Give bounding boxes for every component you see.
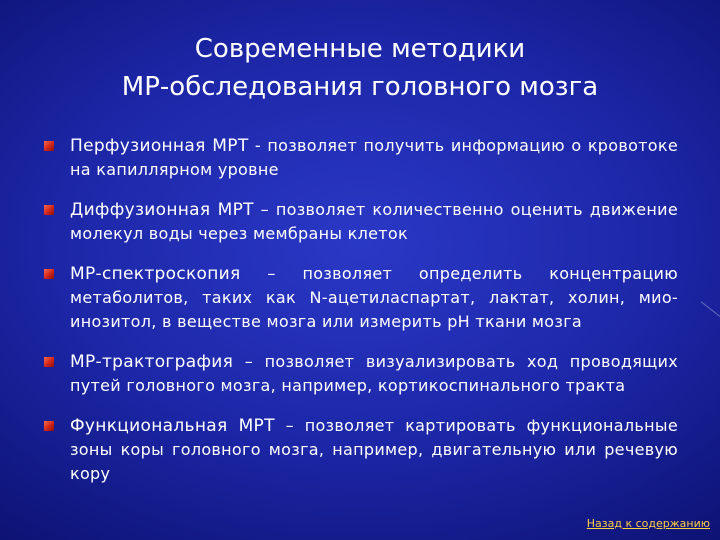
bullet-separator: – <box>253 200 276 219</box>
bullet-item-spectroscopy <box>42 262 678 334</box>
bullet-term: Функциональная МРТ <box>70 416 275 436</box>
bullet-description: позволяет визуализировать ход проводящих путей головного мозга, например, кортикоспинального тракта <box>70 352 679 395</box>
bullet-description: позволяет получить информацию о кровотоке на капиллярном уровне <box>70 136 678 179</box>
bullet-separator: – <box>233 352 265 371</box>
bullet-separator: - <box>248 136 268 155</box>
bullet-item-diffusion <box>42 198 678 246</box>
bullet-description: позволяет количественно оценить движение молекул воды через мембраны клеток <box>70 200 678 243</box>
bullet-term: Диффузионная МРТ <box>70 200 254 220</box>
bullet-square-icon <box>44 357 54 367</box>
bullet-square-icon <box>44 205 54 215</box>
bullet-term: МР-спектроскопия <box>70 264 241 284</box>
bullet-square-icon <box>44 269 54 279</box>
bullet-separator: – <box>274 416 305 435</box>
bullet-separator: – <box>240 264 303 283</box>
bullet-item-tractography <box>42 350 678 398</box>
bullet-list <box>42 134 678 502</box>
bullet-description: позволяет картировать функциональные зоны коры головного мозга, например, двигательную или речевую кору <box>70 416 678 483</box>
bullet-square-icon <box>44 421 54 431</box>
bullet-term: Перфузионная МРТ <box>70 136 249 156</box>
slide-title-line-2: МР-обследования головного мозга <box>121 72 599 102</box>
slide-title <box>60 30 660 106</box>
bullet-description: позволяет определить концентрацию метаболитов, таких как N-ацетиласпартат, лактат, холин, мио-инозитол, в веществе мозга или измерить pH ткани мозга <box>70 264 678 331</box>
slide-title-line-1: Современные методики <box>194 34 526 64</box>
bullet-term: МР-трактография <box>70 352 234 372</box>
decorative-line <box>701 301 720 317</box>
bullet-item-perfusion <box>42 134 678 182</box>
bullet-square-icon <box>44 141 54 151</box>
back-to-contents-link[interactable]: Назад к содержанию <box>586 517 710 530</box>
bullet-item-functional <box>42 414 678 486</box>
